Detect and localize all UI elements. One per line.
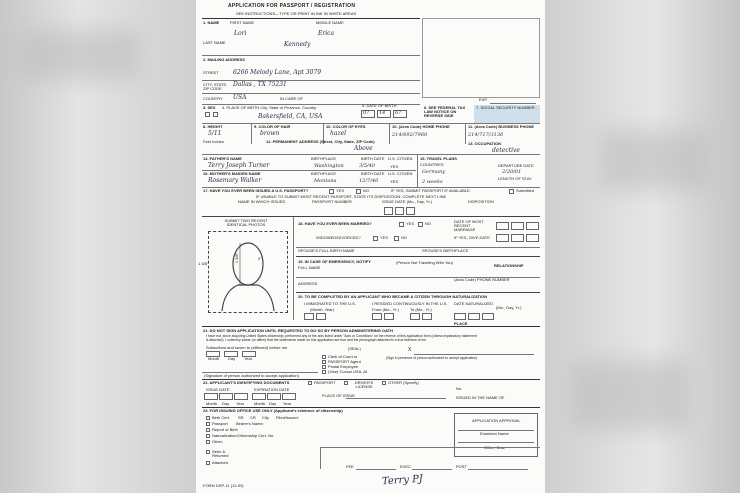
oath-text-2: is attached). I solemnly swear (or affirm) that the statements made on this application are true and the photograph attached is a true likeness of me. bbox=[206, 338, 428, 342]
height-value[interactable]: 5/11 bbox=[208, 130, 222, 137]
oath-text-1: I have not, since acquiring United States citizenship, performed any of the acts listed under "Acts or Conditions" on the reverse of this application form (unless explanatory statement bbox=[206, 334, 477, 338]
in-care-of-label: IN CARE OF bbox=[280, 96, 303, 101]
field-17-label: 16. MOTHER'S MAIDEN NAME bbox=[203, 171, 261, 176]
relationship-label: RELATIONSHIP bbox=[494, 263, 524, 268]
doc-issue-box-2 bbox=[219, 393, 233, 400]
office-use-box bbox=[422, 18, 540, 98]
marriage-date-label: DATE OF MOST RECENT MARRIAGE bbox=[454, 219, 484, 232]
photo-title: SUBMIT TWO RECENT IDENTICAL PHOTOS bbox=[224, 218, 268, 227]
prev-passport-no-label: NO bbox=[363, 188, 369, 193]
submitted-checkbox[interactable] bbox=[509, 189, 514, 194]
field-19-label: 18. HAVE YOU EVER BEEN MARRIED? bbox=[298, 221, 372, 226]
field-23-label: 22. APPLICANT'S IDENTIFYING DOCUMENTS bbox=[203, 380, 290, 385]
sex-f-checkbox[interactable] bbox=[213, 112, 218, 117]
divorce-year-box bbox=[526, 234, 539, 242]
hair-value[interactable]: brown bbox=[260, 130, 280, 137]
month-label: Month bbox=[208, 356, 220, 361]
postal-label: Postal Employee bbox=[328, 364, 359, 369]
field-14-label: 13. OCCUPATION bbox=[468, 141, 501, 146]
field-5-label: 5. DATE OF BIRTH bbox=[362, 103, 397, 108]
emergency-address-label: ADDRESS bbox=[298, 281, 318, 286]
issue-month-box bbox=[384, 207, 393, 215]
doc-passport-checkbox[interactable] bbox=[308, 381, 312, 385]
immigrated-label: I IMMIGRATED TO THE U.S. bbox=[304, 301, 356, 306]
doc-expiration-label: EXPIRATION DATE bbox=[254, 387, 290, 392]
immig-box-1 bbox=[304, 313, 314, 320]
birth-place-value[interactable]: Bakersfield, CA, USA bbox=[258, 113, 323, 120]
business-phone-value[interactable]: 214/717/3136 bbox=[468, 132, 504, 138]
field-10-label: 10. COLOR OF EYES bbox=[326, 124, 366, 129]
field-15-label: 14. FATHER'S NAME bbox=[203, 156, 242, 161]
fee-label: FEE bbox=[346, 464, 354, 469]
birth-cert-checkbox[interactable] bbox=[206, 416, 210, 420]
country-label: COUNTRY bbox=[203, 96, 223, 101]
attached-label: Attached bbox=[212, 460, 228, 465]
photo-silhouette bbox=[208, 231, 288, 313]
first-name-value[interactable]: Lori bbox=[234, 30, 247, 37]
street-label: STREET bbox=[203, 70, 219, 75]
length-label: LENGTH OF STAY bbox=[498, 176, 532, 181]
naturalized-label: DATE NATURALIZED bbox=[454, 301, 493, 306]
resided-label: I RESIDED CONTINUOUSLY IN THE U.S. bbox=[372, 301, 448, 306]
sr-label: SR bbox=[238, 415, 244, 420]
year-label: Year bbox=[244, 356, 253, 361]
form-instructions: SEE INSTRUCTIONS—TYPE OR PRINT IN INK IN WHITE AREAS bbox=[236, 11, 357, 16]
vice-consul-checkbox[interactable] bbox=[322, 370, 326, 374]
country-value[interactable]: USA bbox=[233, 94, 247, 101]
field-18-label: 17. HAVE YOU EVER BEEN ISSUED A U.S. PASSPORT? bbox=[203, 188, 309, 193]
field-12-label: 11. (Area Code) BUSINESS PHONE bbox=[468, 124, 535, 129]
nat-cert-checkbox[interactable] bbox=[206, 434, 210, 438]
blur-shadow bbox=[570, 360, 690, 430]
doc-other-checkbox[interactable] bbox=[382, 381, 386, 385]
field-22-label: 21. DO NOT SIGN APPLICATION UNTIL REQUESTED TO DO SO BY PERSON ADMINISTERING OATH bbox=[203, 328, 394, 333]
married-no-checkbox[interactable] bbox=[418, 222, 423, 227]
form-title: APPLICATION FOR PASSPORT / REGISTRATION bbox=[228, 3, 356, 9]
doc-exp-year-label: Year bbox=[283, 401, 292, 406]
field-16-label: 15. TRAVEL PLANS bbox=[420, 156, 457, 161]
filed-label: Filed/Issued: bbox=[276, 415, 299, 420]
subscribed-month-box bbox=[206, 351, 220, 357]
doc-exp-box-1 bbox=[252, 393, 266, 400]
sig-admin-label: (Signature of person authorized to accept application) bbox=[204, 373, 299, 378]
photo-dim-right: 2" bbox=[258, 256, 262, 261]
issued-name-label: ISSUED IN THE NAME OF bbox=[456, 395, 505, 400]
occupation-value[interactable]: detective bbox=[492, 147, 520, 154]
clerk-checkbox[interactable] bbox=[322, 355, 326, 359]
departure-label: DEPARTURE DATE bbox=[498, 163, 534, 168]
married-no-label: NO bbox=[425, 221, 431, 226]
father-birthplace-label: BIRTHPLACE bbox=[311, 156, 337, 161]
field-11-label: 10. (Area Code) HOME PHONE bbox=[392, 124, 450, 129]
exp-label: EXP. bbox=[479, 97, 488, 102]
bottom-signature: Terry PJ bbox=[381, 473, 424, 488]
mother-birthplace-value[interactable]: Montana bbox=[314, 178, 337, 184]
field-21-label: 20. TO BE COMPLETED BY AN APPLICANT WHO BECAME A CITIZEN THROUGH NATURALIZATION bbox=[298, 294, 488, 299]
mother-citizen-label: U.S. CITIZEN bbox=[388, 171, 413, 176]
father-birthplace-value[interactable]: Washington bbox=[314, 163, 344, 169]
first-name-label: FIRST NAME bbox=[230, 20, 255, 25]
father-citizen-value[interactable]: YES bbox=[390, 164, 399, 169]
nat-box-2 bbox=[468, 313, 480, 320]
length-value[interactable]: 2 weeks bbox=[422, 179, 443, 185]
passport-agent-label: PASSPORT Agent bbox=[328, 359, 361, 364]
dob-day[interactable]: 14 bbox=[379, 110, 386, 116]
other2-label: Other: bbox=[212, 439, 224, 444]
widowed-label: WIDOWED/DIVORCED? bbox=[316, 235, 361, 240]
passport-agent-checkbox[interactable] bbox=[322, 360, 326, 364]
perm-address-value[interactable]: Above bbox=[354, 145, 373, 152]
divorce-day-box bbox=[511, 234, 524, 242]
field-24-label: 23. FOR ISSUING OFFICE USE ONLY (Applicant's evidence of citizenship) bbox=[203, 408, 343, 413]
subscribed-day-box bbox=[224, 351, 238, 357]
doc-drivers-checkbox[interactable] bbox=[344, 381, 348, 385]
emergency-phone-label: (Area Code) PHONE NUMBER bbox=[454, 277, 510, 282]
middle-name-label: MIDDLE NAME bbox=[316, 20, 344, 25]
mother-citizen-value[interactable]: YES bbox=[390, 179, 399, 184]
subscribed-label: Subscribed and sworn to (affirmed) before me bbox=[206, 345, 288, 350]
married-yes-checkbox[interactable] bbox=[399, 222, 404, 227]
city-field-label: City bbox=[262, 415, 269, 420]
doc-exp-box-2 bbox=[267, 393, 281, 400]
field-18-sub1: IF UNABLE TO SUBMIT MOST RECENT PASSPORT, STATE ITS DISPOSITION; COMPLETE NEXT LINE bbox=[256, 194, 447, 199]
father-citizen-label: U.S. CITIZEN bbox=[388, 156, 413, 161]
widowed-no-checkbox[interactable] bbox=[394, 236, 399, 241]
from-label: From (Mo., Yr.) bbox=[372, 307, 399, 312]
prev-passport-yes-label: YES bbox=[336, 188, 345, 193]
field-1-label: 1. NAME bbox=[203, 20, 220, 25]
submitted-label: Submitted bbox=[516, 188, 535, 193]
blur-shadow bbox=[600, 130, 710, 190]
nat-box-3 bbox=[482, 313, 494, 320]
seal-label: (SEAL) bbox=[348, 346, 361, 351]
immig-box-2 bbox=[316, 313, 326, 320]
exec-label: EXEC bbox=[400, 464, 411, 469]
doc-exp-month-label: Month bbox=[254, 401, 266, 406]
field-20-label: 19. IN CASE OF EMERGENCY, NOTIFY bbox=[298, 259, 371, 264]
examiner-label: Examiner Name bbox=[480, 431, 509, 436]
disposition-label: DISPOSITION bbox=[468, 199, 494, 204]
father-birth-date-label: BIRTH DATE bbox=[361, 156, 385, 161]
attached-checkbox[interactable] bbox=[206, 461, 210, 465]
seen-returned-label: Seen & Returned bbox=[212, 449, 229, 458]
blur-shadow bbox=[20, 30, 140, 80]
approval-label: APPLICATION APPROVAL bbox=[472, 418, 521, 423]
field-18-sub2: IF YES, SUBMIT PASSPORT IF AVAILABLE. bbox=[391, 188, 471, 193]
mother-birth-date-value[interactable]: 12/7/46 bbox=[359, 178, 379, 184]
report-birth-label: Report of Birth bbox=[212, 427, 238, 432]
father-birth-date-value[interactable]: 3/5/40 bbox=[359, 163, 376, 169]
day-label: Day bbox=[228, 356, 236, 361]
spouse-name-label: SPOUSE'S FULL BIRTH NAME bbox=[298, 248, 355, 253]
departure-value[interactable]: 2/20/01 bbox=[502, 169, 522, 175]
nat-cert-label: Naturalization/Citizenship Cert. No. bbox=[212, 433, 275, 438]
report-birth-checkbox[interactable] bbox=[206, 428, 210, 432]
dob-year[interactable]: 67 bbox=[395, 110, 402, 116]
issue-year-box bbox=[406, 207, 415, 215]
mother-birth-date-label: BIRTH DATE bbox=[361, 171, 385, 176]
last-name-value[interactable]: Kennedy bbox=[284, 41, 311, 48]
issue-date-label: ISSUE DATE (Mo., Day, Yr.) bbox=[382, 199, 433, 204]
doc-passport-label: PASSPORT bbox=[314, 380, 336, 385]
passport2-checkbox[interactable] bbox=[206, 422, 210, 426]
field-13-label: 12. PERMANENT ADDRESS (Street, City, State, ZIP Code) bbox=[266, 139, 375, 144]
mo-day-yr-label: (Mo., Day, Yr.) bbox=[496, 305, 522, 310]
resided-box-3 bbox=[410, 313, 420, 320]
cr-label: CR bbox=[250, 415, 256, 420]
month-year-label: (Month, Year) bbox=[310, 307, 335, 312]
doc-month-label: Month bbox=[206, 401, 218, 406]
home-phone-value[interactable]: 214/692/7960 bbox=[392, 132, 428, 138]
bearer-label: Bearer's Name: bbox=[236, 421, 264, 426]
countries-value[interactable]: Germany bbox=[422, 169, 446, 175]
place-issue-label: PLACE OF ISSUE bbox=[322, 393, 355, 398]
divorce-month-box bbox=[496, 234, 509, 242]
widowed-no-label: NO bbox=[401, 235, 407, 240]
doc-issue-box-3 bbox=[234, 393, 248, 400]
doc-drivers-label: DRIVER'S LICENSE bbox=[354, 380, 374, 389]
spouse-birthplace-label: SPOUSE'S BIRTHPLACE bbox=[422, 248, 469, 253]
field-6-label: 6. SEE FEDERAL TAX LAW NOTICE ON REVERSE SIDE bbox=[424, 105, 466, 118]
eyes-value[interactable]: hazel bbox=[330, 130, 347, 137]
emergency-full-name-label: FULL NAME bbox=[298, 265, 321, 270]
doc-other-label: OTHER (Specify) bbox=[388, 380, 419, 385]
doc-day-label: Day bbox=[222, 401, 230, 406]
resided-box-1 bbox=[372, 313, 382, 320]
doc-year-label: Year bbox=[236, 401, 245, 406]
photo-dim-center: 1 3/8" bbox=[234, 252, 240, 264]
married-yes-label: YES bbox=[406, 221, 415, 226]
doc-issue-date-label: ISSUE DATE bbox=[206, 387, 230, 392]
widowed-yes-checkbox[interactable] bbox=[373, 236, 378, 241]
father-name-value[interactable]: Terry Joseph Turner bbox=[208, 162, 270, 169]
height-unit-label: Feet Inches bbox=[203, 139, 224, 144]
photo-dim-left: 1 3/8" bbox=[198, 261, 209, 266]
passport2-label: Passport bbox=[212, 421, 228, 426]
last-name-label: LAST NAME bbox=[203, 40, 226, 45]
place-label: PLACE bbox=[454, 321, 468, 326]
x-mark: X bbox=[408, 347, 412, 353]
city-label: CITY, STATE, ZIP CODE bbox=[203, 82, 228, 91]
nat-box-1 bbox=[454, 313, 466, 320]
other2-checkbox[interactable] bbox=[206, 440, 210, 444]
doc-no-label: No. bbox=[456, 386, 463, 391]
field-8-label: 8. HEIGHT bbox=[203, 124, 223, 129]
field-3-label: 3. SEX bbox=[203, 105, 216, 110]
resided-box-4 bbox=[422, 313, 432, 320]
countries-label: COUNTRIES bbox=[420, 162, 444, 167]
field-7-label: 7. SOCIAL SECURITY NUMBER bbox=[476, 105, 535, 110]
doc-issue-box-1 bbox=[204, 393, 218, 400]
widowed-yes-label: YES bbox=[380, 235, 389, 240]
passport-number-label: PASSPORT NUMBER bbox=[312, 199, 352, 204]
mother-name-value[interactable]: Rosemary Walker bbox=[208, 177, 262, 184]
doc-exp-box-3 bbox=[282, 393, 296, 400]
passport-application-form bbox=[196, 0, 545, 493]
sign-note: (Sign in presence of person authorized to accept application) bbox=[386, 356, 478, 360]
form-number: FORM DSP-11 (12-93) bbox=[203, 483, 244, 488]
subscribed-year-box bbox=[242, 351, 256, 357]
name-issued-label: NAME IN WHICH ISSUED bbox=[238, 199, 286, 204]
postal-checkbox[interactable] bbox=[322, 365, 326, 369]
clerk-label: Clerk of Court or bbox=[328, 354, 358, 359]
marriage-year-box bbox=[526, 222, 539, 230]
birth-cert-label: Birth Cert. bbox=[212, 415, 231, 420]
resided-box-2 bbox=[384, 313, 394, 320]
field-2-label: 2. MAILING ADDRESS bbox=[203, 57, 245, 62]
emergency-note: (Person Not Traveling With You) bbox=[396, 260, 453, 265]
sex-m-checkbox[interactable] bbox=[205, 112, 210, 117]
mother-birthplace-label: BIRTHPLACE bbox=[311, 171, 337, 176]
middle-name-value[interactable]: Erica bbox=[318, 30, 335, 37]
issue-day-box bbox=[395, 207, 404, 215]
post-label: POST bbox=[456, 464, 467, 469]
if-yes-label: IF YES, GIVE DATE bbox=[454, 235, 490, 240]
street-value[interactable]: 6266 Melody Lane, Apt 3079 bbox=[233, 69, 322, 76]
city-value[interactable]: Dallas , TX 75231 bbox=[233, 81, 287, 88]
marriage-day-box bbox=[511, 222, 524, 230]
dob-month[interactable]: 07 bbox=[363, 110, 370, 116]
marriage-month-box bbox=[496, 222, 509, 230]
field-9-label: 9. COLOR OF HAIR bbox=[254, 124, 291, 129]
vice-consul-label: (Vice) Consul USA, At bbox=[328, 369, 368, 374]
seen-returned-checkbox[interactable] bbox=[206, 450, 210, 454]
field-4-label: 4. PLACE OF BIRTH City, State or Province, Country bbox=[222, 105, 317, 110]
doc-exp-day-label: Day bbox=[269, 401, 277, 406]
to-label: To (Mo., Yr.) bbox=[410, 307, 432, 312]
